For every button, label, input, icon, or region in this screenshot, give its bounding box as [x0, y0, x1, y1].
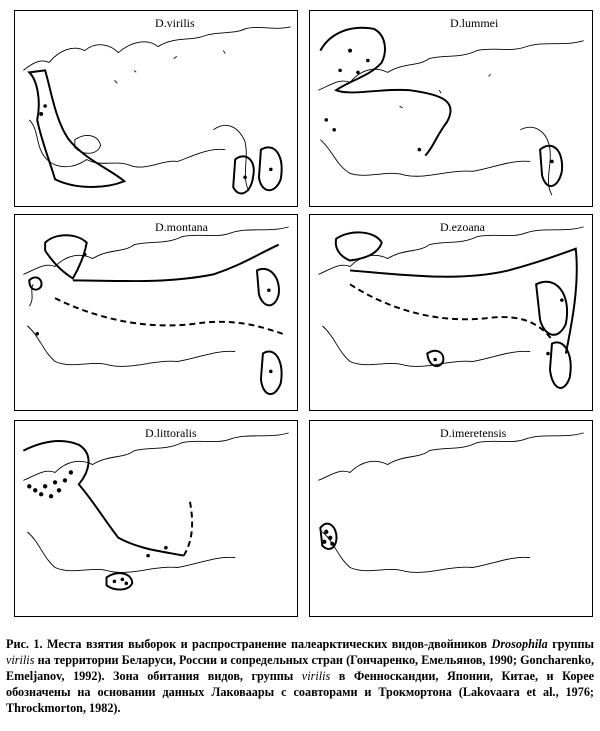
- range-outline-imeretensis: [320, 524, 336, 549]
- caption-text-2: группы: [547, 637, 594, 651]
- caption-group-2: virilis: [301, 669, 331, 683]
- panel-title: D.lummei: [450, 16, 499, 30]
- map-panel-lummei: [309, 10, 593, 207]
- map-panel-ezoana: [309, 214, 593, 411]
- panel-title: D.montana: [155, 220, 208, 234]
- caption-text-1: Места взятия выборок и распространение палеарктических видов-двойников: [42, 637, 492, 651]
- caption-label: Рис. 1.: [6, 637, 43, 651]
- panel-title: D.virilis: [155, 16, 195, 30]
- panel-title: D.littoralis: [145, 426, 197, 440]
- map-panel-littoralis: [14, 420, 298, 617]
- caption-group: virilis: [6, 653, 35, 667]
- range-outline-virilis: [29, 70, 124, 187]
- map-panel-montana: [14, 214, 298, 411]
- map-littoralis: [15, 421, 297, 616]
- map-panel-virilis: [14, 10, 298, 207]
- figure-caption: [6, 636, 594, 716]
- caption-text-4: в Фенноскандии, Японии, Китае, и Корее обозначены на основании данных Лаковаары с соавторами и Трокмортона (Lakovaara et al., 1976; Throckmorton, 1982).: [6, 669, 595, 715]
- range-outline-ezoana: [336, 232, 382, 260]
- panel-title: D.imeretensis: [440, 426, 507, 440]
- map-montana: [15, 215, 297, 410]
- range-outline-lummei: [320, 28, 450, 156]
- map-ezoana: [310, 215, 592, 410]
- range-outline-littoralis: [23, 441, 183, 556]
- map-imeretensis: [310, 421, 592, 616]
- caption-text-3: на территории Беларуси, России и сопредельных стран (Гончаренко, Емельянов, 1990; Goncharenko, Emeljanov, 1992). Зона обитания видов, группы: [6, 653, 594, 683]
- map-virilis: [15, 11, 297, 206]
- caption-genus: Drosophila: [491, 637, 548, 651]
- map-panel-imeretensis: [309, 420, 593, 617]
- range-outline-montana: [45, 235, 87, 278]
- panel-title: D.ezoana: [440, 220, 485, 234]
- map-lummei: [310, 11, 592, 206]
